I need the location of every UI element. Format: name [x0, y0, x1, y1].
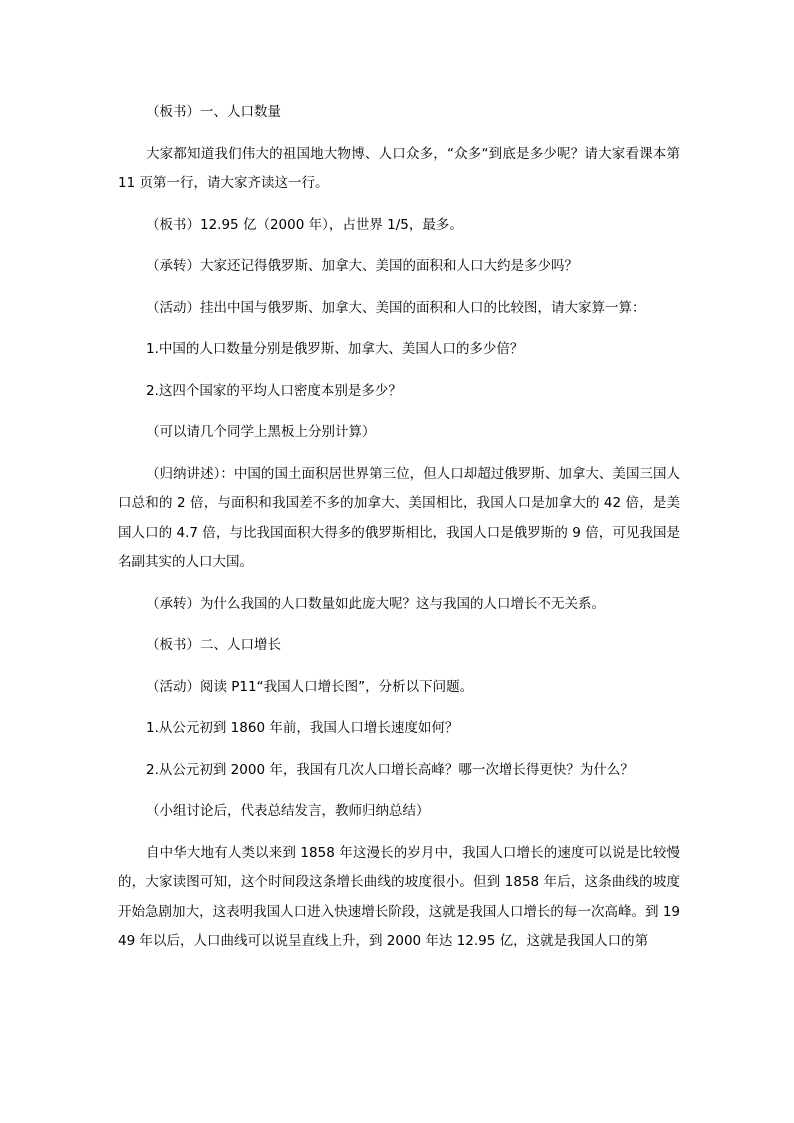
paragraph-transition-growth: （承转）为什么我国的人口数量如此庞大呢？这与我国的人口增长不无关系。: [146, 595, 605, 612]
question-item-3: 1.从公元初到 1860 年前，我国人口增长速度如何？: [146, 720, 459, 736]
paragraph-summary: （归纳讲述）：中国的国土面积居世界第三位，但人口却超过俄罗斯、加拿大、美国三国人口总和的 2 倍，与面积和我国差不多的加拿大、美国相比，我国人口是加拿大的 42 倍，是美国人口的 4.7 倍，与比我国面积大得多的俄罗斯相比，我国人口是俄罗斯的 9 倍，可见我国是名副其实的人口大国。: [118, 465, 680, 570]
paragraph-activity-read-chart: （活动）阅读 P11“我国人口增长图”，分析以下问题。: [146, 678, 474, 695]
heading-population-quantity: （板书）一、人口数量: [146, 104, 281, 120]
question-item-4: 2.从公元初到 2000 年，我国有几次人口增长高峰？哪一次增长得更快？为什么？: [146, 761, 634, 778]
document-body: [118, 98, 680, 957]
paragraph-activity-compare: （活动）挂出中国与俄罗斯、加拿大、美国的面积和人口的比较图，请大家算一算：: [146, 299, 646, 316]
paragraph-transition-question: （承转）大家还记得俄罗斯、加拿大、美国的面积和人口大约是多少吗？: [146, 258, 578, 274]
question-item-1: 1.中国的人口数量分别是俄罗斯、加拿大、美国人口的多少倍？: [146, 341, 524, 357]
paragraph-blackboard-note: （可以请几个同学上黑板上分别计算）: [146, 424, 376, 440]
heading-population-growth: （板书）二、人口增长: [146, 637, 281, 653]
paragraph-board-figure: （板书）12.95 亿（2000 年），占世界 1/5，最多。: [146, 216, 463, 233]
question-item-2: 2.这四个国家的平均人口密度本别是多少？: [146, 382, 402, 399]
paragraph-intro: 大家都知道我们伟大的祖国地大物博、人口众多，“众多“到底是多少呢？请大家看课本第 11 页第一行，请大家齐读这一行。: [118, 145, 680, 191]
paragraph-group-discussion: （小组讨论后，代表总结发言，教师归纳总结）: [146, 803, 430, 819]
paragraph-growth-explanation: 自中华大地有人类以来到 1858 年这漫长的岁月中，我国人口增长的速度可以说是比较慢的，大家读图可知，这个时间段这条增长曲线的坡度很小。但到 1858 年后，这条曲线的坡度开始急剧加大，这表明我国人口进入快速增长阶段，这就是我国人口增长的每一次高峰。到 1949 年以后，人口曲线可以说呈直线上升，到 2000 年达 12.95 亿，这就是我国人口的第: [118, 844, 680, 949]
